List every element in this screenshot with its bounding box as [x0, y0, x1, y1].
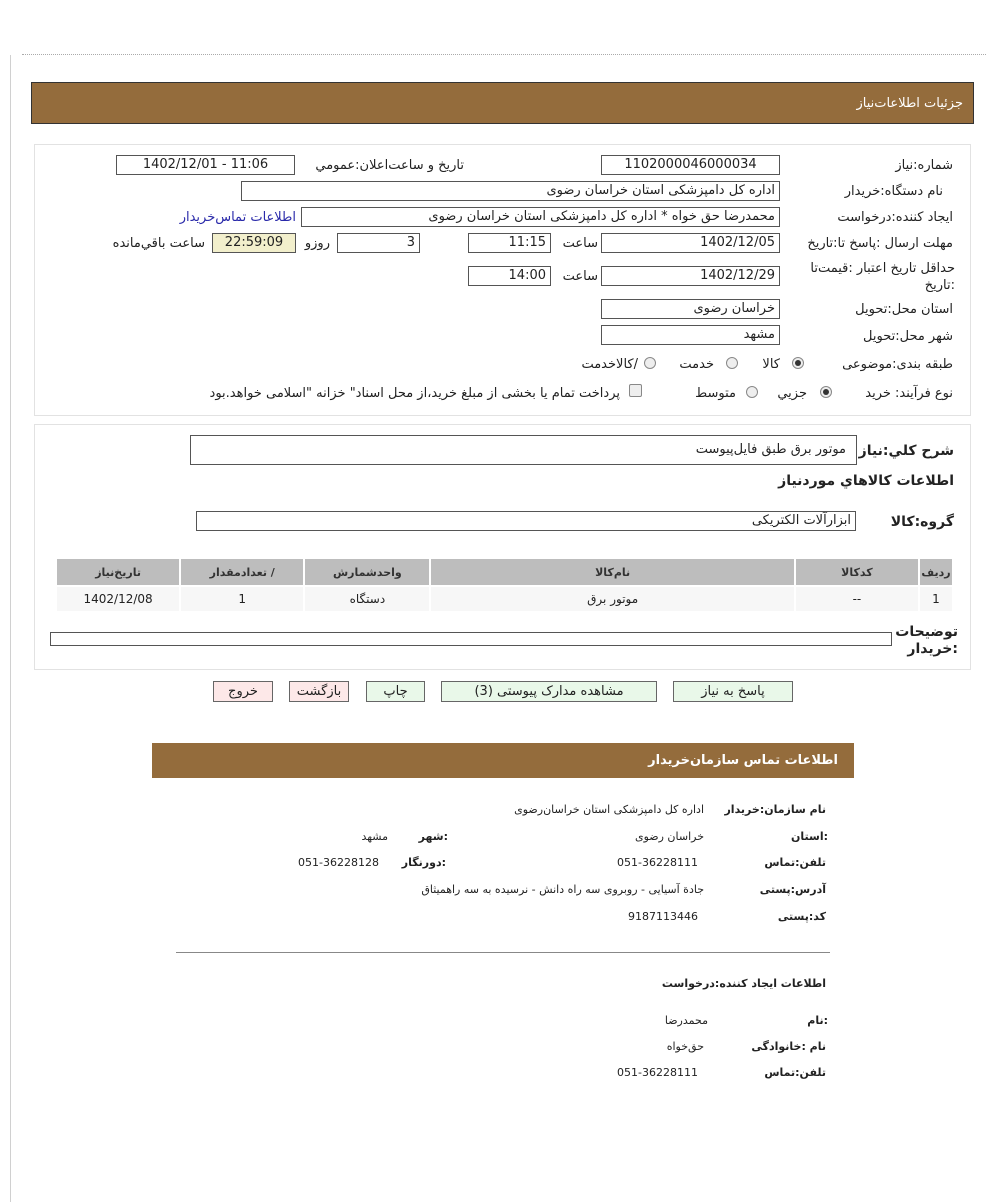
- goods-group-label: گروه:کالا: [890, 514, 954, 530]
- province-label: استان محل:تحويل: [855, 302, 953, 317]
- need-number-label: شماره:نياز: [895, 158, 953, 173]
- creator-field: محمدرضا حق خواه * اداره کل دامپزشکی استان خراسان رضوی: [301, 207, 780, 227]
- contact-header-title: اطلاعات تماس سازمان‌خريدار: [648, 753, 838, 768]
- category-label: طبقه بندی:موضوعی: [842, 357, 953, 372]
- top-dotted-divider: [22, 54, 986, 55]
- validity-date-field: 1402/12/29: [601, 266, 780, 286]
- process-minor-label: جزيي: [777, 386, 807, 401]
- creator-phone-label: تلفن:تماس: [764, 1066, 826, 1079]
- contact-postal-value: 9187113446: [628, 910, 698, 923]
- creator-family-value: حق‌خواه: [666, 1040, 704, 1053]
- announce-field: 1402/12/01 - 11:06: [116, 155, 295, 175]
- cell-quantity: 1: [181, 587, 303, 611]
- goods-table: [55, 557, 954, 613]
- creator-name-label: :نام: [807, 1014, 828, 1027]
- buyer-field: اداره کل دامپزشکی استان خراسان رضوی: [241, 181, 780, 201]
- description-label: شرح کلي:نياز: [858, 443, 954, 459]
- cell-unit: دستگاه: [305, 587, 429, 611]
- process-label: نوع فرآيند: خريد: [865, 386, 953, 401]
- buyer-contact-link[interactable]: اطلاعات تماس‌خريدار: [179, 210, 296, 225]
- contact-divider: [176, 952, 830, 953]
- print-button[interactable]: چاپ: [366, 681, 425, 702]
- buyer-notes-label-line2: :خريدار: [907, 641, 958, 657]
- process-minor-radio[interactable]: [820, 386, 832, 398]
- contact-province-label: :استان: [791, 830, 828, 843]
- reply-button[interactable]: پاسخ به نياز: [673, 681, 793, 702]
- days-field: 3: [337, 233, 420, 253]
- contact-phone-label: تلفن:تماس: [764, 856, 826, 869]
- contact-city-label: :شهر: [418, 830, 448, 843]
- cell-date: 1402/12/08: [57, 587, 179, 611]
- category-service-label: خدمت: [679, 357, 714, 372]
- creator-family-label: نام :خانوادگی: [751, 1040, 826, 1053]
- process-medium-radio[interactable]: [746, 386, 758, 398]
- validity-time-field: 14:00: [468, 266, 551, 286]
- category-goods-radio[interactable]: [792, 357, 804, 369]
- validity-label-line1: حداقل تاريخ اعتبار :قيمت‌تا: [810, 261, 955, 276]
- col-header-date: تاريخ‌نياز: [57, 559, 179, 585]
- exit-button[interactable]: خروج: [213, 681, 273, 702]
- creator-phone-value: 051-36228111: [617, 1066, 698, 1079]
- contact-fax-value: 051-36228128: [298, 856, 379, 869]
- buyer-notes-field: [50, 632, 892, 646]
- contact-address-label: آدرس:پستی: [759, 883, 826, 896]
- col-header-code: کدکالا: [796, 559, 918, 585]
- category-both-label: /کالاخدمت: [581, 357, 638, 372]
- announce-label: تاريخ و ساعت‌اعلان:عمومي: [315, 158, 464, 173]
- remaining-label: ساعت باقي‌مانده: [112, 236, 205, 251]
- deadline-time-label: ساعت: [562, 236, 598, 251]
- cell-row-number: 1: [920, 587, 952, 611]
- days-label: روزو: [304, 236, 330, 251]
- details-header-title: جزئيات اطلاعات‌نياز: [856, 96, 963, 111]
- goods-group-field: ابزارآلات الکتریکی: [196, 511, 856, 531]
- deadline-date-field: 1402/12/05: [601, 233, 780, 253]
- contact-fax-label: :دورنگار: [401, 856, 446, 869]
- process-medium-label: متوسط: [695, 386, 736, 401]
- contact-header: [152, 743, 854, 778]
- category-both-radio[interactable]: [644, 357, 656, 369]
- payment-note: پرداخت تمام يا بخشی از مبلغ خريد،از محل اسناد" خزانه "اسلامی خواهد.بود: [209, 386, 620, 401]
- cell-name: موتور برق: [431, 587, 793, 611]
- category-goods-label: کالا: [762, 357, 780, 372]
- col-header-quantity: / تعدادمقدار: [181, 559, 303, 585]
- validity-time-label: ساعت: [562, 269, 598, 284]
- contact-phone-value: 051-36228111: [617, 856, 698, 869]
- col-header-row: رديف: [920, 559, 952, 585]
- creator-info-title: اطلاعات ايجاد کننده:درخواست: [661, 977, 826, 990]
- details-header: [31, 82, 974, 124]
- payment-checkbox[interactable]: [629, 384, 642, 397]
- back-button[interactable]: بازگشت: [289, 681, 349, 702]
- deadline-time-field: 11:15: [468, 233, 551, 253]
- category-service-radio[interactable]: [726, 357, 738, 369]
- need-number-field: 1102000046000034: [601, 155, 780, 175]
- contact-postal-label: کد:پستی: [777, 910, 826, 923]
- city-field: مشهد: [601, 325, 780, 345]
- left-border-line: [10, 55, 11, 1202]
- contact-org-label: نام سازمان:خريدار: [724, 803, 826, 816]
- buyer-label: نام دستگاه:خريدار: [844, 184, 943, 199]
- buyer-notes-label-line1: توضيحات: [895, 624, 958, 640]
- validity-label-line2: :تاريخ: [924, 278, 955, 293]
- contact-org-value: اداره کل دامپزشکی استان خراسان‌رضوی: [514, 803, 704, 816]
- contact-address-value: جادة آسیایی - روبروی سه راه دانش - نرسیده به سه راهمیثاق: [421, 883, 704, 896]
- contact-province-value: خراسان رضوی: [634, 830, 704, 843]
- col-header-unit: واحدشمارش: [305, 559, 429, 585]
- goods-info-title: اطلاعات کالاهاي موردنياز: [778, 473, 954, 489]
- creator-label: ايجاد کننده:درخواست: [837, 210, 953, 225]
- view-documents-button[interactable]: مشاهده مدارک پيوستی (3): [441, 681, 657, 702]
- col-header-name: نام‌کالا: [431, 559, 793, 585]
- creator-name-value: محمدرضا: [664, 1014, 708, 1027]
- city-label: شهر محل:تحويل: [863, 329, 953, 344]
- remaining-time-field: 22:59:09: [212, 233, 296, 253]
- province-field: خراسان رضوی: [601, 299, 780, 319]
- cell-code: --: [796, 587, 918, 611]
- deadline-label: مهلت ارسال :پاسخ تا:تاريخ: [807, 236, 953, 251]
- contact-city-value: مشهد: [361, 830, 388, 843]
- description-field: موتور برق طبق فایل‌پیوست: [190, 435, 857, 465]
- table-row: [57, 587, 952, 611]
